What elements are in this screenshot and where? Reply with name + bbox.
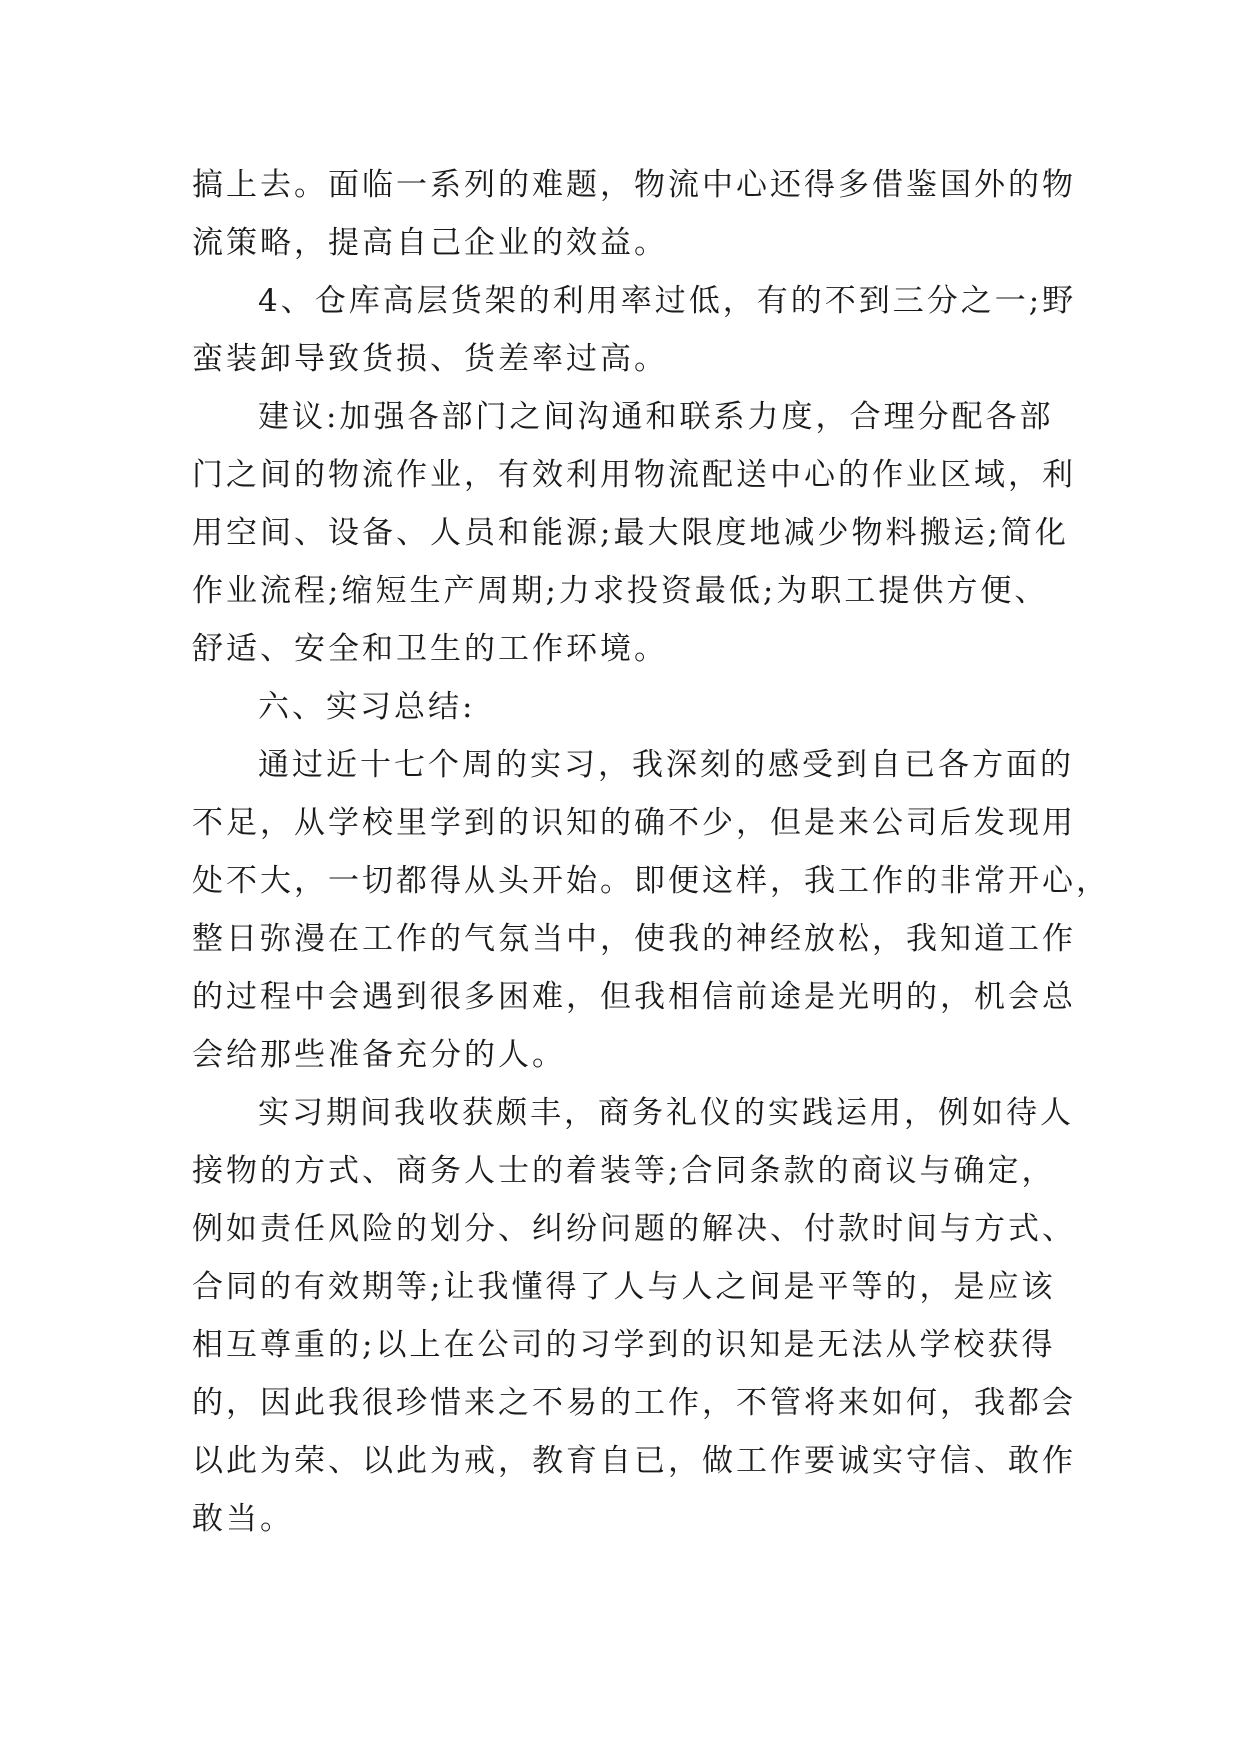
text-line: 用空间、设备、人员和能源;最大限度地减少物料搬运;简化	[192, 515, 1069, 551]
text-line: 合同的有效期等;让我懂得了人与人之间是平等的，是应该	[192, 1269, 1056, 1305]
text-line: 流策略，提高自己企业的效益。	[192, 225, 668, 261]
text-line: 通过近十七个周的实习，我深刻的感受到自已各方面的	[258, 747, 1074, 783]
text-line: 4、仓库高层货架的利用率过低，有的不到三分之一;野	[258, 283, 1077, 319]
document-body	[192, 156, 1110, 1548]
text-line: 会给那些准备充分的人。	[192, 1037, 566, 1073]
text-line: 蛮装卸导致货损、货差率过高。	[192, 341, 668, 377]
text-line: 相互尊重的;以上在公司的习学到的识知是无法从学校获得	[192, 1327, 1056, 1363]
text-line: 实习期间我收获颇丰，商务礼仪的实践运用，例如待人	[258, 1095, 1074, 1131]
text-line: 例如责任风险的划分、纠纷问题的解决、付款时间与方式、	[192, 1211, 1076, 1247]
text-line: 的过程中会遇到很多困难，但我相信前途是光明的，机会总	[192, 979, 1076, 1015]
text-line: 搞上去。面临一系列的难题，物流中心还得多借鉴国外的物	[192, 167, 1076, 203]
text-line: 敢当。	[192, 1501, 294, 1537]
text-line: 处不大，一切都得从头开始。即便这样，我工作的非常开心，	[192, 863, 1110, 899]
text-line: 建议:加强各部门之间沟通和联系力度，合理分配各部	[258, 399, 1054, 435]
section-heading: 六、实习总结:	[258, 689, 476, 725]
text-line: 作业流程;缩短生产周期;力求投资最低;为职工提供方便、	[192, 573, 1049, 609]
text-line: 整日弥漫在工作的气氛当中，使我的神经放松，我知道工作	[192, 921, 1076, 957]
text-line: 门之间的物流作业，有效利用物流配送中心的作业区域，利	[192, 457, 1076, 493]
text-line: 舒适、安全和卫生的工作环境。	[192, 631, 668, 667]
text-line: 以此为荣、以此为戒，教育自已，做工作要诚实守信、敢作	[192, 1443, 1076, 1479]
text-line: 不足，从学校里学到的识知的确不少，但是来公司后发现用	[192, 805, 1076, 841]
text-line: 的，因此我很珍惜来之不易的工作，不管将来如何，我都会	[192, 1385, 1076, 1421]
text-line: 接物的方式、商务人士的着装等;合同条款的商议与确定，	[192, 1153, 1056, 1189]
